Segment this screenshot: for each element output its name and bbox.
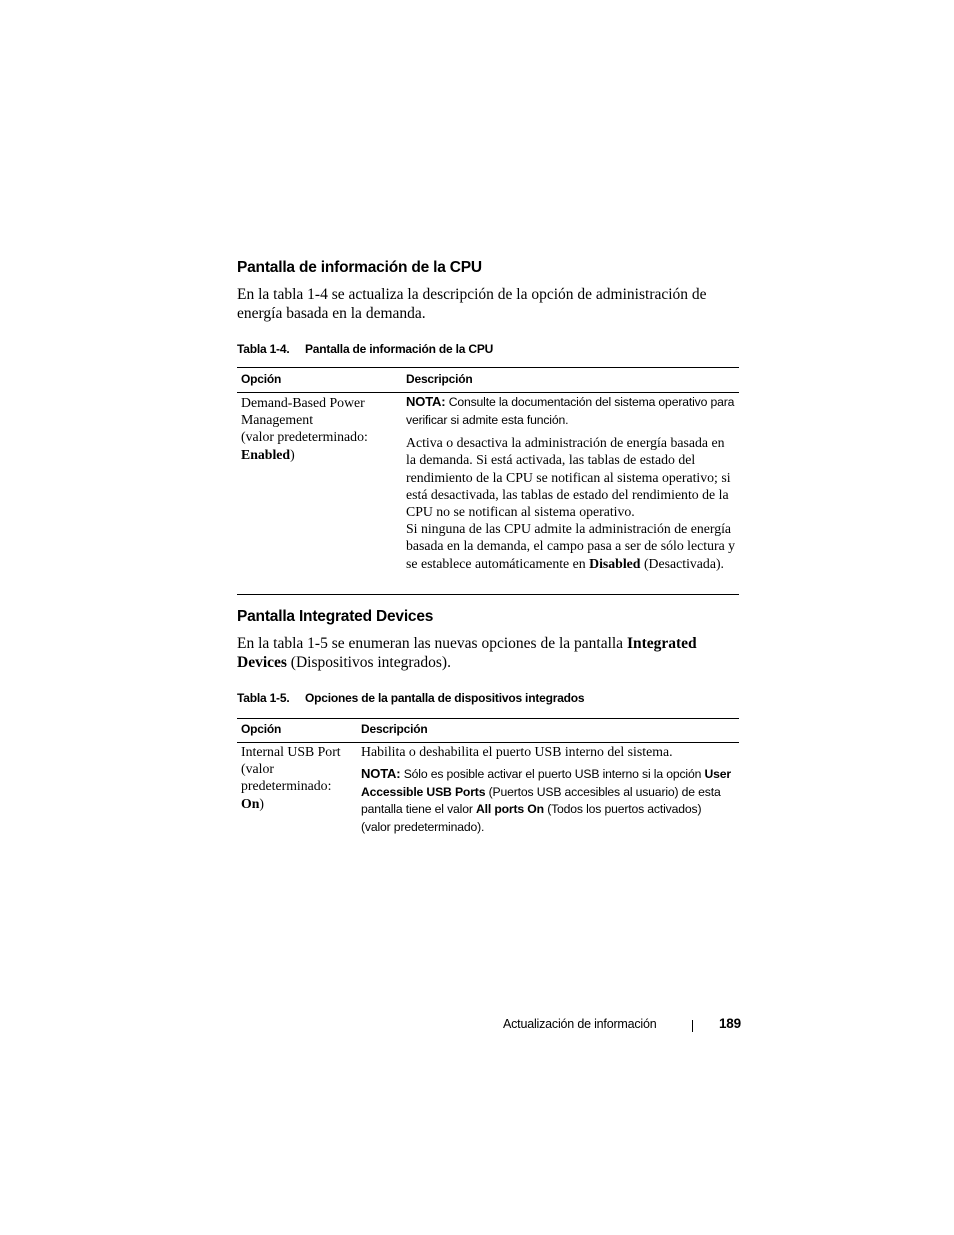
option-default-line	[241, 446, 401, 463]
option-name-line1: Demand-Based Power	[241, 395, 365, 410]
option-default-value: Enabled	[241, 446, 291, 462]
note-text: Consulte la documentación del sistema operativo para verificar si admite esta función.	[406, 395, 735, 427]
integrated-devices-table	[237, 715, 739, 845]
desc-p2-translation: (Desactivada).	[643, 555, 724, 571]
description-cell	[361, 743, 731, 837]
caption-number: Tabla 1-4.	[237, 342, 290, 356]
desc-p2-text: Si ninguna de las CPU admite la administración de energía basada en la demanda, el campo pasa a ser de sólo lectura y se establece automáticamente en	[406, 521, 736, 571]
note-label: NOTA:	[406, 394, 446, 409]
section-intro-integrated-devices	[237, 634, 717, 672]
option-name-line2: (valor	[241, 761, 274, 777]
option-default-value: On	[241, 795, 260, 811]
description-paragraph-2	[406, 520, 736, 572]
note-option-name: User Accessible USB Ports	[361, 767, 731, 799]
option-cell	[241, 394, 401, 463]
note-text: Sólo es posible activar el puerto USB interno si la opción	[403, 767, 702, 782]
caption-title: Pantalla de información de la CPU	[305, 342, 494, 356]
section-intro-cpu: En la tabla 1-4 se actualiza la descripción de la opción de administración de energía basada en la demanda.	[237, 286, 707, 322]
section-title-cpu: Pantalla de información de la CPU	[237, 259, 482, 276]
option-default-label: (valor predeterminado:	[241, 429, 368, 445]
desc-p2-value: Disabled	[589, 555, 641, 571]
option-default-close: )	[259, 795, 265, 811]
table-top-rule	[237, 367, 739, 368]
intro-translation: (Dispositivos integrados).	[290, 654, 451, 671]
note-label: NOTA:	[361, 766, 401, 782]
table-bottom-rule	[237, 594, 739, 595]
option-cell	[241, 743, 359, 812]
option-default-close: )	[290, 446, 295, 462]
table-caption-1-5	[237, 691, 584, 705]
note-text-3: (Todos los puertos activados) (valor predeterminado).	[361, 802, 702, 834]
footer-separator	[692, 1020, 693, 1032]
page-number: 189	[719, 1016, 741, 1031]
note	[406, 393, 736, 429]
caption-title: Opciones de la pantalla de dispositivos integrados	[305, 691, 585, 705]
description-text: Habilita o deshabilita el puerto USB interno del sistema.	[361, 744, 673, 759]
option-default-label: predeterminado:	[241, 778, 332, 794]
column-header-description: Descripción	[406, 372, 473, 386]
description-paragraph-1: Activa o desactiva la administración de energía basada en la demanda. Si está activada, las tablas de estado del rendimiento de la CPU se notifican al sistema operativo; si está desactivada, las tablas de estado del rendimiento de la CPU no se notifican al sistema operativo.	[406, 435, 731, 519]
column-header-option: Opción	[241, 722, 282, 736]
cpu-info-table	[237, 364, 739, 596]
column-header-description: Descripción	[361, 722, 428, 736]
note	[361, 765, 731, 836]
option-name-line1: Internal USB Port	[241, 744, 341, 759]
note-value: All ports On	[475, 802, 544, 817]
option-default-line	[241, 795, 359, 812]
table-caption-1-4	[237, 342, 493, 356]
caption-number: Tabla 1-5.	[237, 691, 290, 705]
intro-text: En la tabla 1-5 se enumeran las nuevas opciones de la pantalla	[237, 635, 624, 652]
table-top-rule	[237, 718, 739, 719]
footer-chapter-title: Actualización de información	[503, 1017, 657, 1031]
option-name-line2: Management	[241, 412, 314, 428]
intro-screen-name: Integrated Devices	[237, 635, 697, 671]
description-cell	[406, 393, 736, 572]
column-header-option: Opción	[241, 372, 282, 386]
note-text-2: (Puertos USB accesibles al usuario) de esta pantalla tiene el valor	[361, 784, 721, 817]
section-title-integrated-devices: Pantalla Integrated Devices	[237, 608, 434, 625]
